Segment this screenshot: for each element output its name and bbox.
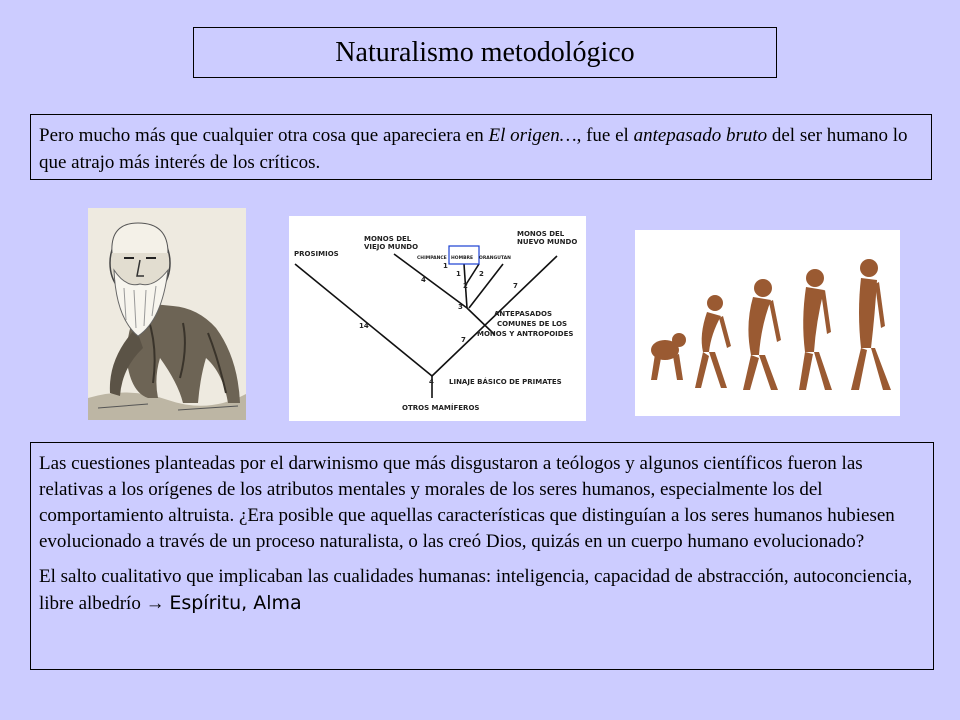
body-paragraph-1: Las cuestiones planteadas por el darwinismo que más disgustaron a teólogos y algunos científicos fueron las relativas a los orígenes de los atributos mentales y morales de los seres humanos, especialmente los del comportamiento altruista. ¿Era posible que aquellas características que distinguían a los seres humanos hubiesen evolucionado a través de un proceso naturalista, o las creó Dios, quizás en un cuerpo humano evolucionado? (39, 453, 895, 552)
body-text-box (30, 442, 934, 670)
page-title (193, 27, 777, 78)
label-orangutan: ORANGUTAN (479, 256, 511, 261)
label-antepasados-3: MONOS Y ANTROPOIDES (477, 330, 574, 338)
branch-number: 4 (429, 378, 434, 386)
branch-number: 1 (443, 262, 448, 270)
label-monos-nuevo-2: NUEVO MUNDO (517, 238, 578, 246)
label-prosimios: PROSIMIOS (294, 250, 339, 258)
label-chimpance: CHIMPANCE (417, 256, 447, 261)
intro-italic-antepasado: antepasado bruto (633, 125, 768, 146)
espiritu-alma-text: Espíritu, Alma (169, 592, 302, 614)
human-evolution-march-image (635, 230, 900, 416)
darwin-caricature-drawing (88, 208, 246, 420)
branch-number: 3 (458, 303, 463, 311)
arrow-symbol: → (145, 593, 165, 614)
label-monos-viejo-1: MONOS DEL (364, 235, 412, 243)
intro-text-box (30, 114, 932, 180)
label-monos-viejo-2: VIEJO MUNDO (364, 243, 419, 251)
branch-number: 2 (463, 282, 468, 290)
intro-part2: , fue el (576, 125, 634, 146)
branch-number: 4 (421, 276, 426, 284)
primate-phylogeny-diagram (289, 216, 586, 421)
branch-number: 1 (456, 270, 461, 278)
intro-italic-el-origen: El origen… (488, 125, 577, 146)
evolution-silhouettes-svg (635, 230, 900, 416)
label-hombre: HOMBRE (451, 256, 474, 261)
body-paragraph-2-text: El salto cualitativo que implicaban las cualidades humanas: inteligencia, capacidad de abstracción, autoconciencia, libre albedrío (39, 566, 913, 614)
label-linaje: LINAJE BÁSICO DE PRIMATES (449, 378, 562, 386)
branch-number: 7 (461, 336, 466, 344)
branch-number: 2 (479, 270, 484, 278)
phylogeny-tree-svg (289, 216, 586, 421)
label-antepasados-1: ANTEPASADOS (494, 310, 552, 318)
label-monos-nuevo-1: MONOS DEL (517, 230, 565, 238)
branch-number: 14 (359, 322, 369, 330)
label-antepasados-2: COMUNES DE LOS (497, 320, 568, 328)
body-paragraph-2 (39, 564, 925, 617)
darwin-ape-caricature-image (88, 208, 246, 420)
page-title-text: Naturalismo metodológico (335, 36, 635, 68)
intro-part1: Pero mucho más que cualquier otra cosa que apareciera en (39, 125, 489, 146)
intro-part3: del ser humano lo que atrajo más interés de los críticos. (39, 125, 908, 173)
branch-number: 7 (513, 282, 518, 290)
label-otros-mamiferos: OTROS MAMÍFEROS (402, 404, 480, 412)
